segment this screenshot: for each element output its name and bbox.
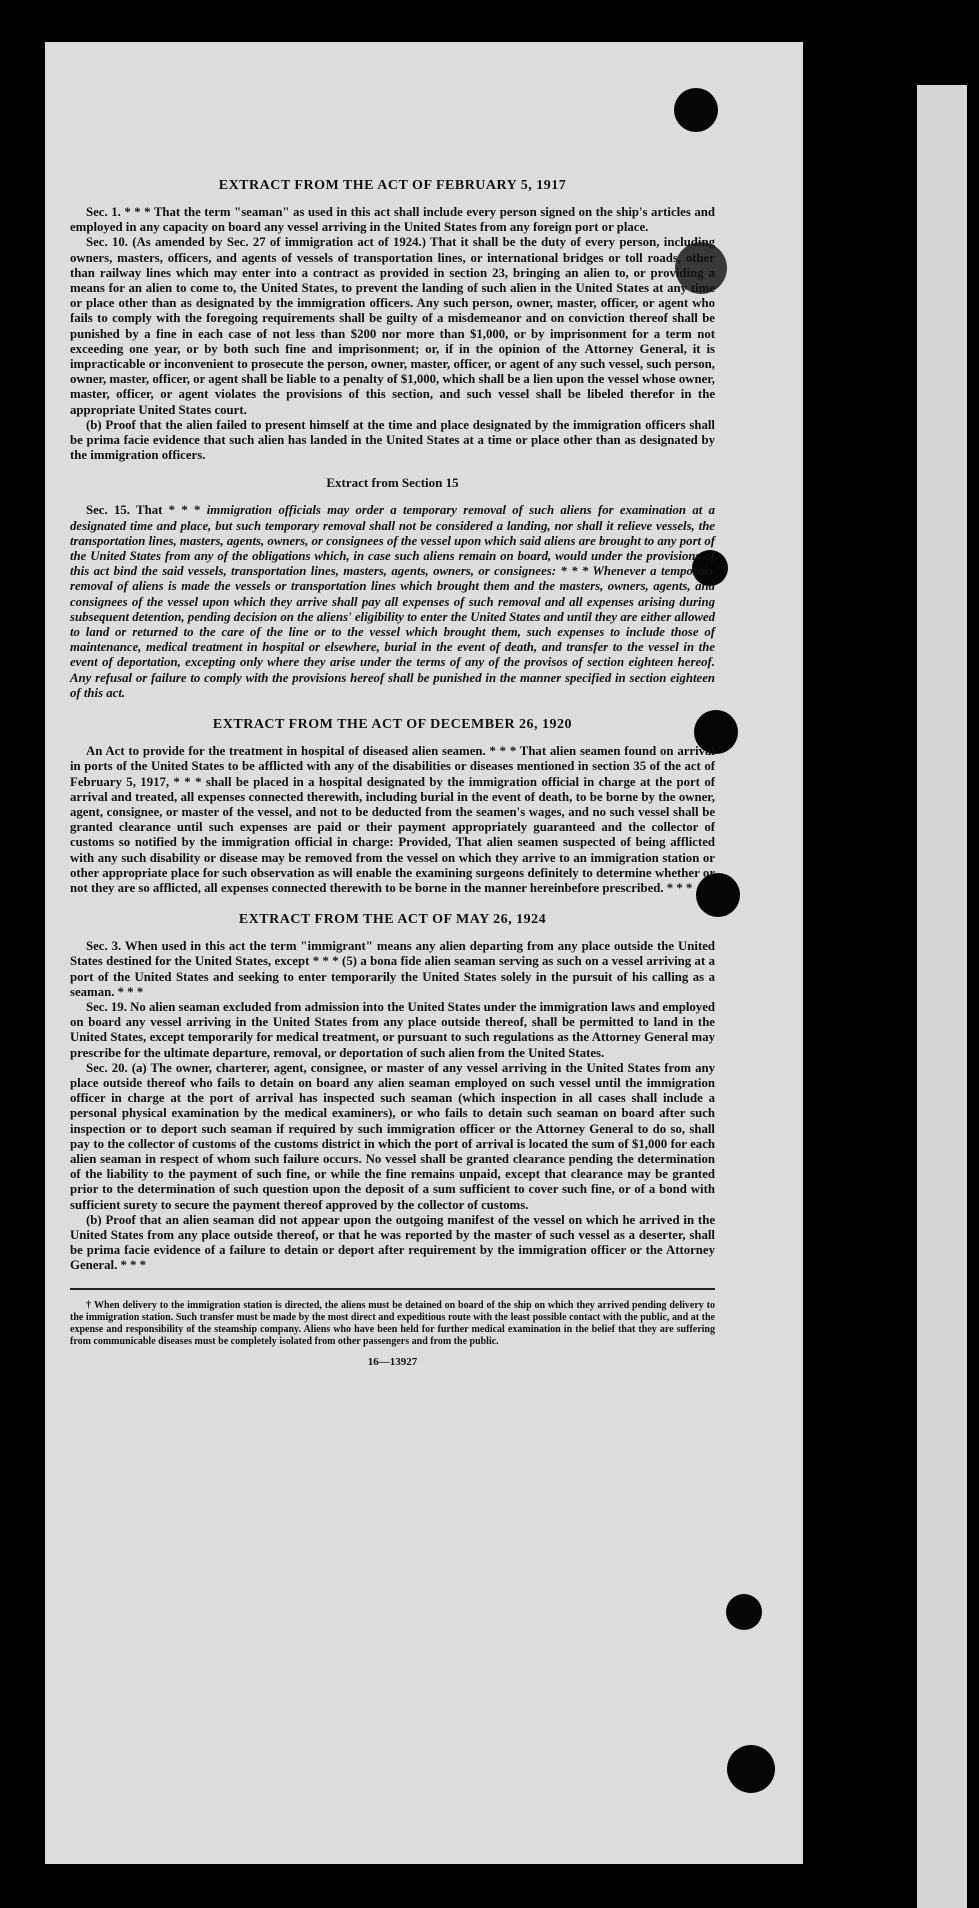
section-title: EXTRACT FROM THE ACT OF FEBRUARY 5, 1917 bbox=[218, 178, 567, 193]
section-subtitle: Extract from Section 15 bbox=[326, 475, 459, 491]
footnote-text: † When delivery to the immigration station is directed, the aliens must be detained on board of the ship on which they arrived pending delivery to the immigration station. Such transfer must be made by the most direct and expeditious route with the least possible contact with the public, and at the expense and responsibility of the steamship company. Aliens who have been held for further medical examination in the belief that they are suffering from communicable diseases must be completely isolated from other passengers and from the public. bbox=[70, 1299, 715, 1347]
paragraph: An Act to provide for the treatment in hospital of diseased alien seamen. * * * That alien seamen found on arrival in ports of the United States to be afflicted with any of the disabilities or diseases mentioned in section 35 of the act of February 5, 1917, * * * shall be placed in a hospital designated by the immigration official in charge at the port of arrival and treated, all expenses connected therewith, including burial in the event of death, to be borne by the owner, agent, consignee, or master of the vessel, and not to be deducted from the seamen's wages, and no such vessel shall be granted clearance until such expenses are paid or their payment appropriately guaranteed and the collector of customs so notified by the immigration official in charge: Provided, That alien seamen suspected of being afflicted with any such disability or disease may be removed from the vessel on which they arrive to an immigration station or other appropriate place for such observation as will enable the examining surgeons definitely to determine whether or not they are so afflicted, all expenses connected therewith to be borne in the manner hereinbefore prescribed. * * * bbox=[70, 744, 715, 895]
paragraph bbox=[70, 503, 715, 701]
footnote bbox=[70, 1300, 715, 1348]
punch-hole bbox=[674, 88, 718, 132]
document-text bbox=[70, 178, 715, 1368]
divider bbox=[70, 1288, 715, 1290]
paragraph: Sec. 3. When used in this act the term "immigrant" means any alien departing from any place outside the United States destined for the United States, except * * * (5) a bona fide alien seaman serving as such on a vessel arriving at a port of the United States and seeking to enter temporarily the United States solely in the pursuit of his calling as a seaman. * * * bbox=[70, 939, 715, 999]
form-number: 16—13927 bbox=[367, 1355, 418, 1368]
section-title: EXTRACT FROM THE ACT OF DECEMBER 26, 1920 bbox=[212, 717, 573, 733]
paragraph-lead: Sec. 15. That * * * bbox=[86, 503, 207, 518]
punch-hole bbox=[727, 1745, 775, 1793]
paragraph: Sec. 10. (As amended by Sec. 27 of immigration act of 1924.) That it shall be the duty of every person, including owners, masters, officers, and agents of vessels of transportation lines, or international bridges or toll roads, other than railway lines which may enter into a contract as provided in section 23, bringing an alien to, or providing a means for an alien to come to, the United States, to prevent the landing of such alien in the United States at any time or place other than as designated by the immigration officers. Any such person, owner, master, officer, or agent who fails to comply with the foregoing requirements shall be guilty of a misdemeanor and on conviction thereof shall be punished by a fine in each case of not less than $200 nor more than $1,000, or by imprisonment for a term not exceeding one year, or by both such fine and imprisonment; or, if in the opinion of the Attorney General, it is impracticable or inconvenient to prosecute the person, owner, master, officer, or agent of any such vessel, such person, owner, master, officer, or agent shall be liable to a penalty of $1,000, which shall be a lien upon the vessel whose owner, master, officer, or agent violates the provisions of this section, and such vessel shall be libeled therefor in the appropriate United States court. bbox=[70, 235, 715, 417]
paragraph: (b) Proof that an alien seaman did not appear upon the outgoing manifest of the vessel on which he arrived in the United States from any place outside thereof, or that he was reported by the master of such vessel as a deserter, shall be prima facie evidence of a failure to detain or deport after requirement by the immigration officer or the Attorney General. * * * bbox=[70, 1212, 715, 1273]
adjacent-page-strip bbox=[917, 85, 967, 1908]
paragraph: Sec. 20. (a) The owner, charterer, agent, consignee, or master of any vessel arriving in the United States from any place outside thereof who fails to detain on board any alien seaman employed on such vessel until the immigration officer in charge at the port of arrival has inspected such seaman (which inspection in all cases shall include a personal physical examination by the medical examiners), or who fails to detain such seaman on board after such inspection or to deport such seaman if required by such immigration officer or the Attorney General to do so, shall pay to the collector of customs of the customs district in which the port of arrival is located the sum of $1,000 for each alien seaman in respect of whom such failure occurs. No vessel shall be granted clearance pending the determination of the liability to the payment of such fine, or while the fine remains unpaid, except that clearance may be granted prior to the determination of such question upon the deposit of a sum sufficient to cover such fine, or of a bond with sufficient surety to secure the payment thereof approved by the collector of customs. bbox=[70, 1060, 715, 1212]
punch-hole bbox=[726, 1594, 762, 1630]
paragraph: (b) Proof that the alien failed to present himself at the time and place designated by the immigration officers shall be prima facie evidence that such alien has landed in the United States at a time or place other than as designated by the immigration officers. bbox=[70, 417, 715, 463]
section-title: EXTRACT FROM THE ACT OF MAY 26, 1924 bbox=[238, 912, 547, 928]
paragraph-italic: immigration officials may order a temporary removal of such aliens for examination at a designated time and place, but such temporary removal shall not be considered a landing, nor shall it relieve vessels, the transportation lines, masters, agents, owners, or consignees of the vessel upon which said aliens are brought to any port of the United States from any of the obligations which, in case such aliens remain on board, would under the provisions of this act bind the said vessels, transportation lines, masters, agents, owners, or consignees: * * * Whenever a temporary removal of aliens is made the vessels or transportation lines which brought them and the masters, owners, agents, and consignees of the vessel upon which they arrive shall pay all expenses of such removal and all expenses arising during subsequent detention, pending decision on the aliens' eligibility to enter the United States and until they are either allowed to land or returned to the care of the line or to the vessel which brought them, such expenses to include those of maintenance, medical treatment in hospital or elsewhere, burial in the event of death, and transfer to the vessel in the event of deportation, excepting only where they arise under the terms of any of the provisos of section eighteen hereof. Any refusal or failure to comply with the provisions hereof shall be punished in the manner specified in section eighteen of this act. bbox=[70, 503, 715, 700]
paragraph: Sec. 19. No alien seaman excluded from admission into the United States under the immigration laws and employed on board any vessel arriving in the United States from any place outside thereof, shall be permitted to land in the United States, except temporarily for medical treatment, or pursuant to such regulations as the Attorney General may prescribe for the ultimate departure, removal, or deportation of such alien from the United States. bbox=[70, 999, 715, 1060]
paragraph: Sec. 1. * * * That the term "seaman" as used in this act shall include every person signed on the ship's articles and employed in any capacity on board any vessel arriving in the United States from any foreign port or place. bbox=[70, 205, 715, 235]
